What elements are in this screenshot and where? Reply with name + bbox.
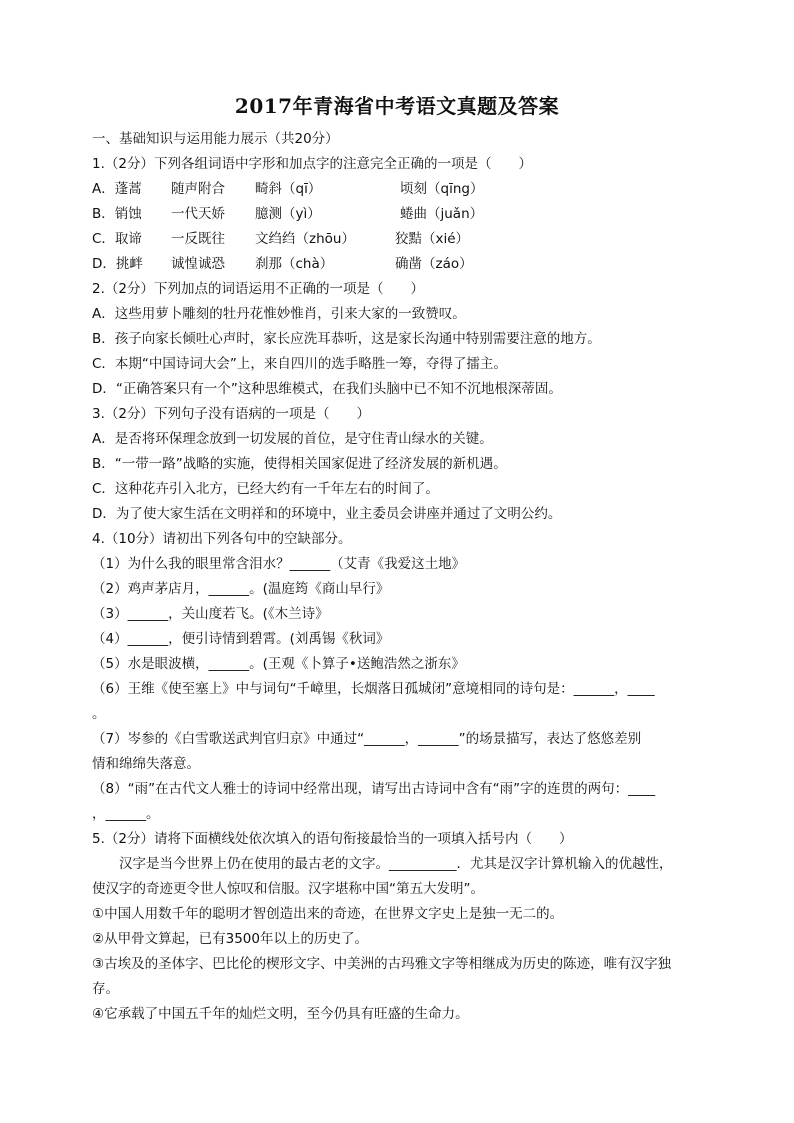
question-2-option-a: A．这些用萝卜雕刻的牡丹花惟妙惟肖，引来大家的一致赞叹。	[92, 306, 466, 322]
option-word: 确凿（záo）	[395, 256, 473, 272]
option-word: 顷刻（qīng）	[400, 181, 484, 197]
option-label: D．挑衅	[92, 256, 143, 272]
question-5-passage-line: 使汉字的奇迹更令世人惊叹和信服。汉字堪称中国“第五大发明”。	[92, 881, 484, 897]
question-4-item: （6）王维《使至塞上》中与词句“千嶂里，长烟落日孤城闭”意境相同的诗句是：______，____	[92, 681, 655, 697]
question-4-item-continuation: 情和绵绵失落意。	[92, 756, 200, 772]
option-word: 刹那（chà）	[255, 256, 334, 272]
question-4-item: （5）水是眼波横，______。(王观《卜算子•送鲍浩然之浙东》	[92, 656, 465, 672]
question-3-option-b: B．“一带一路”战略的实施，使得相关国家促进了经济发展的新机遇。	[92, 456, 507, 472]
question-2-stem: 2.（2分）下列加点的词语运用不正确的一项是（ ）	[92, 281, 424, 297]
question-4-item: （3）______，关山度若飞。(《木兰诗》	[92, 606, 329, 622]
question-5-choice-continuation: 存。	[92, 981, 119, 997]
question-5-choice: ③古埃及的圣体字、巴比伦的楔形文字、中美洲的古玛雅文字等相继成为历史的陈迹，唯有汉字独	[92, 956, 672, 972]
question-5-passage-line: 汉字是当今世界上仍在使用的最古老的文字。__________．尤其是汉字计算机输入的优越性，	[92, 856, 673, 872]
question-5-choice: ④它承载了中国五千年的灿烂文明，至今仍具有旺盛的生命力。	[92, 1006, 469, 1022]
question-3-option-d: D．为了使大家生活在文明祥和的环境中，业主委员会讲座并通过了文明公约。	[92, 506, 562, 522]
page-title: 2017年青海省中考语文真题及答案	[234, 94, 560, 118]
option-word: 诚惶诚恐	[171, 256, 225, 272]
option-word: 随声附合	[171, 181, 225, 197]
question-4-item: （1）为什么我的眼里常含泪水？______（艾青《我爱这土地》	[92, 556, 466, 572]
question-4-item: （8）“雨”在古代文人雅士的诗词中经常出现，请写出古诗词中含有“雨”字的连贯的两句：____	[92, 781, 656, 797]
question-3-option-a: A．是否将环保理念放到一切发展的首位，是守住青山绿水的关键。	[92, 431, 493, 447]
option-word: 一代天娇	[171, 206, 225, 222]
question-2-option-c: C．本期“中国诗词大会”上，来自四川的选手略胜一筹，夺得了擂主。	[92, 356, 507, 372]
option-word: 臆测（yì）	[255, 206, 321, 222]
question-2-option-b: B．孩子向家长倾吐心声时，家长应洗耳恭听，这是家长沟通中特别需要注意的地方。	[92, 331, 601, 347]
option-label: B．销蚀	[92, 206, 142, 222]
question-3-stem: 3.（2分）下列句子没有语病的一项是（ ）	[92, 406, 370, 422]
question-5-stem: 5.（2分）请将下面横线处依次填入的语句衔接最恰当的一项填入括号内（ ）	[92, 831, 573, 847]
question-4-item: （7）岑参的《白雪歌送武判官归京》中通过“______，______”的场景描写，表达了悠悠差别	[92, 731, 642, 747]
question-3-option-c: C．这种花卉引入北方，已经大约有一千年左右的时间了。	[92, 481, 439, 497]
question-1-stem: 1.（2分）下列各组词语中字形和加点字的注意完全正确的一项是（ ）	[92, 156, 532, 172]
question-4-item: （2）鸡声茅店月，______。(温庭筠《商山早行》	[92, 581, 390, 597]
option-label: A．蓬蒿	[92, 181, 142, 197]
question-4-stem: 4.（10分）请初出下列各句中的空缺部分。	[92, 531, 352, 547]
option-word: 蜷曲（juǎn）	[400, 206, 484, 222]
question-5-choice: ①中国人用数千年的聪明才智创造出来的奇迹，在世界文字史上是独一无二的。	[92, 906, 564, 922]
option-word: 文绉绉（zhōu）	[255, 231, 355, 247]
question-4-item-continuation: 。	[92, 706, 106, 722]
option-word: 畸斜（qī）	[255, 181, 322, 197]
question-4-item-continuation: ，______。	[92, 806, 160, 822]
question-5-choice: ②从甲骨文算起，已有3500年以上的历史了。	[92, 931, 368, 947]
section-heading: 一、基础知识与运用能力展示（共20分）	[92, 131, 339, 147]
option-label: C．取谛	[92, 231, 142, 247]
option-word: 狡黠（xié）	[395, 231, 470, 247]
option-word: 一反既往	[171, 231, 225, 247]
question-2-option-d: D．“正确答案只有一个”这种思维模式，在我们头脑中已不知不沉地根深蒂固。	[92, 381, 562, 397]
question-4-item: （4）______，便引诗情到碧霄。(刘禹锡《秋词》	[92, 631, 390, 647]
